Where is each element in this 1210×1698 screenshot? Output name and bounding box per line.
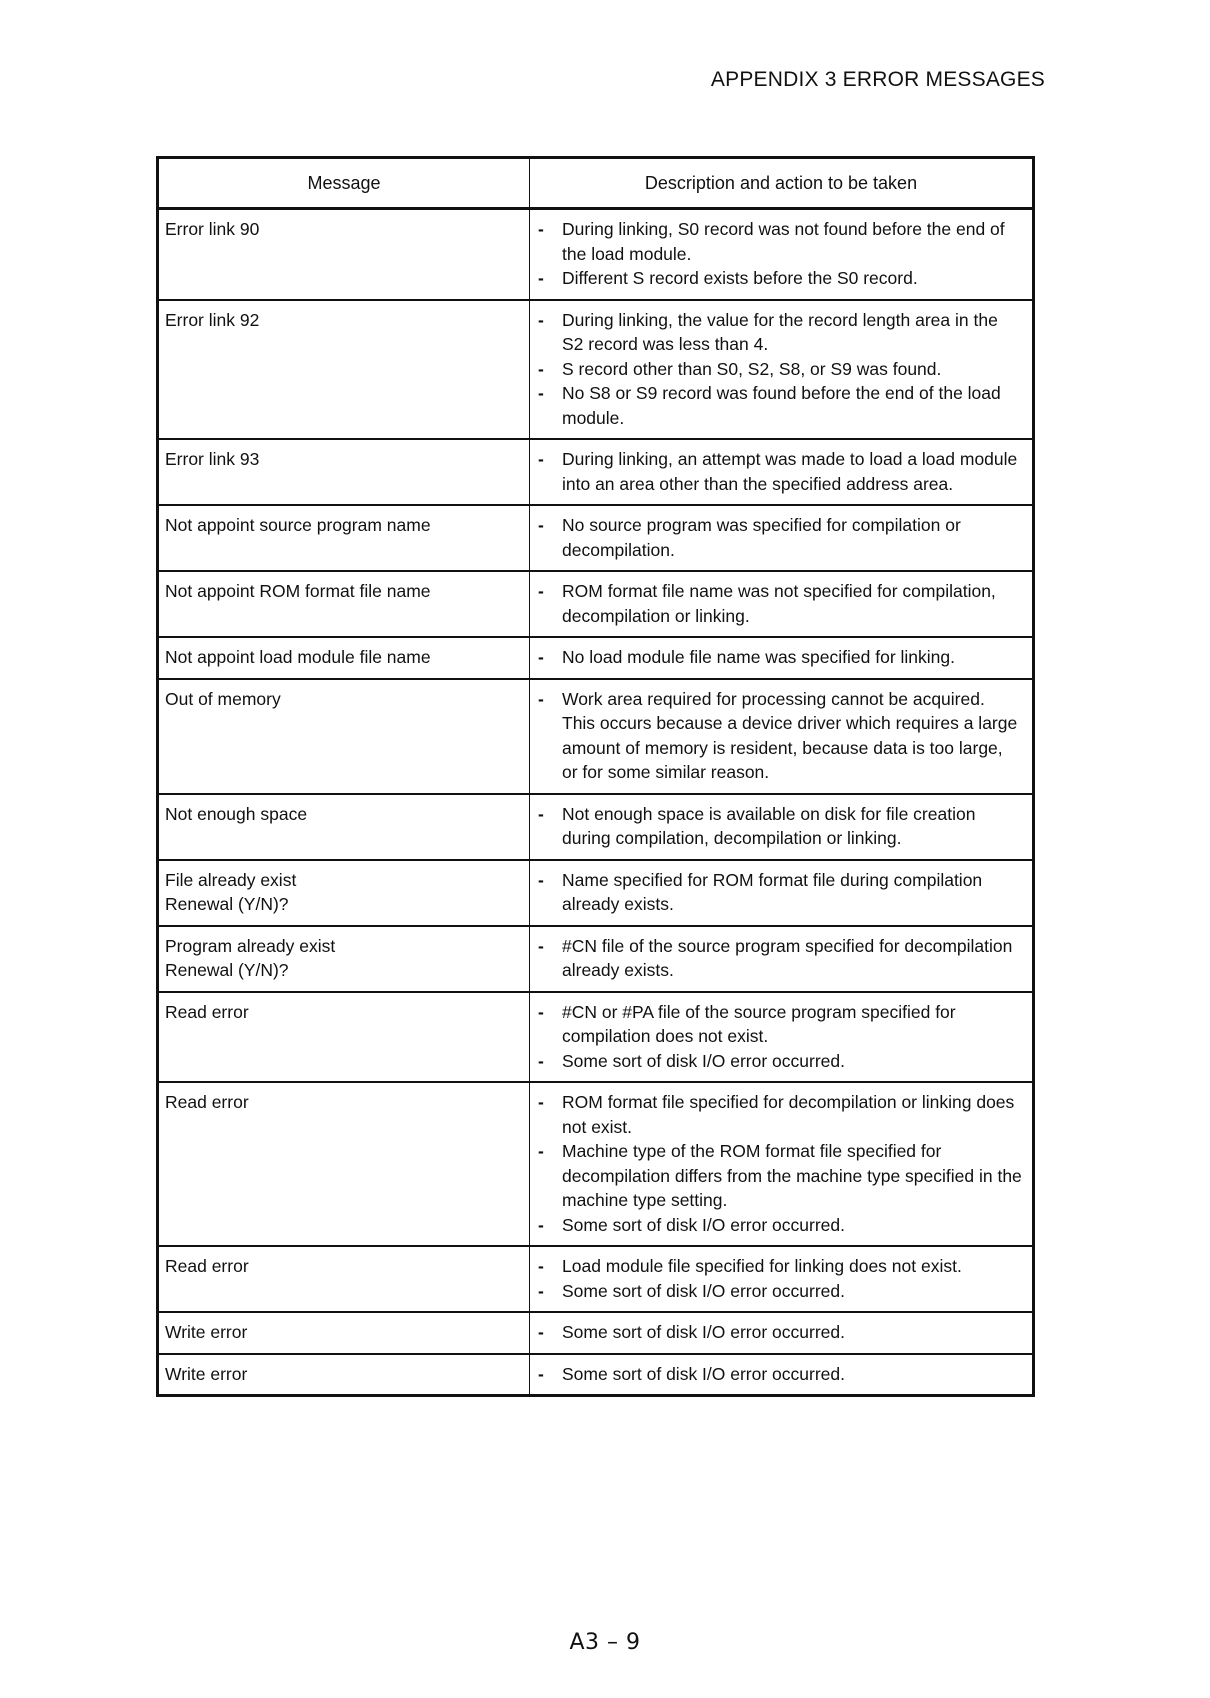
description-bullet — [538, 1254, 1022, 1279]
message-cell — [158, 1354, 530, 1396]
error-message-text: Write error — [165, 1363, 248, 1384]
description-text: Some sort of disk I/O error occurred. — [562, 1322, 846, 1342]
table-row — [158, 679, 1034, 794]
table-row — [158, 1312, 1034, 1354]
description-bullet — [538, 447, 1022, 496]
description-text: No load module file name was specified for linking. — [562, 647, 955, 667]
description-text: Work area required for processing cannot be acquired. This occurs because a device driver which requires a large amount of memory is resident, because data is too large, or for some similar reason. — [562, 688, 1018, 782]
bullet-dash-icon: - — [538, 219, 544, 239]
table-row — [158, 439, 1034, 505]
table-row — [158, 209, 1034, 300]
table-row — [158, 300, 1034, 440]
page-number: A3 – 9 — [569, 1630, 641, 1655]
error-message-text: Renewal (Y/N)? — [165, 960, 289, 980]
description-bullet — [538, 217, 1022, 266]
message-cell — [158, 1082, 530, 1246]
description-cell — [530, 1354, 1034, 1396]
message-cell — [158, 637, 530, 679]
description-text: During linking, the value for the record length area in the S2 record was less than 4. — [562, 309, 998, 354]
table-row — [158, 505, 1034, 571]
error-message-text: Program already exist — [165, 935, 336, 956]
bullet-dash-icon: - — [538, 309, 544, 330]
bullet-dash-icon: - — [538, 647, 544, 667]
table-row — [158, 794, 1034, 860]
description-bullet — [538, 308, 1022, 357]
message-cell — [158, 926, 530, 992]
description-cell — [530, 209, 1034, 300]
bullet-dash-icon: - — [538, 1363, 544, 1384]
description-text: Not enough space is available on disk for file creation during compilation, decompilation or linking. — [562, 803, 976, 848]
description-cell — [530, 992, 1034, 1083]
description-cell — [530, 794, 1034, 860]
description-bullet — [538, 802, 1022, 851]
description-text: Machine type of the ROM format file specified for decompilation differs from the machine type specified in the machine type setting. — [562, 1141, 1022, 1210]
description-bullet — [538, 381, 1022, 430]
description-text: Some sort of disk I/O error occurred. — [562, 1214, 846, 1235]
description-text: Some sort of disk I/O error occurred. — [562, 1050, 846, 1071]
description-bullet — [538, 357, 1022, 382]
table-row — [158, 992, 1034, 1083]
description-cell — [530, 505, 1034, 571]
bullet-dash-icon: - — [538, 1256, 544, 1276]
description-bullet — [538, 1320, 1022, 1345]
message-cell — [158, 439, 530, 505]
error-message-text: Error link 92 — [165, 309, 260, 330]
table-row — [158, 637, 1034, 679]
description-bullet — [538, 687, 1022, 785]
message-cell — [158, 209, 530, 300]
table-row — [158, 860, 1034, 926]
bullet-dash-icon: - — [538, 688, 544, 709]
description-bullet — [538, 266, 1022, 291]
description-bullet — [538, 513, 1022, 562]
description-text: Different S record exists before the S0 record. — [562, 268, 918, 288]
error-message-text: Read error — [165, 1092, 249, 1112]
message-cell — [158, 1246, 530, 1312]
error-message-text: Error link 93 — [165, 449, 260, 469]
description-bullet — [538, 1049, 1022, 1074]
table-header-row — [158, 158, 1034, 209]
description-text: Some sort of disk I/O error occurred. — [562, 1280, 846, 1301]
table-row — [158, 926, 1034, 992]
description-cell — [530, 926, 1034, 992]
error-message-text: Not appoint ROM format file name — [165, 581, 431, 601]
description-text: Load module file specified for linking does not exist. — [562, 1256, 962, 1276]
description-cell — [530, 637, 1034, 679]
description-cell — [530, 300, 1034, 440]
bullet-dash-icon: - — [538, 1001, 544, 1022]
description-cell — [530, 860, 1034, 926]
error-messages-table — [156, 156, 1035, 1397]
message-cell — [158, 1312, 530, 1354]
message-cell — [158, 860, 530, 926]
description-cell — [530, 439, 1034, 505]
bullet-dash-icon: - — [538, 935, 544, 956]
error-message-text: Write error — [165, 1322, 248, 1342]
bullet-dash-icon: - — [538, 1322, 544, 1342]
error-message-text: Read error — [165, 1001, 249, 1022]
error-message-text: Not appoint load module file name — [165, 647, 431, 667]
bullet-dash-icon: - — [538, 1141, 544, 1161]
description-cell — [530, 679, 1034, 794]
error-message-text: Out of memory — [165, 688, 281, 709]
description-bullet — [538, 1213, 1022, 1238]
description-text: S record other than S0, S2, S8, or S9 was found. — [562, 358, 942, 379]
description-cell — [530, 1312, 1034, 1354]
description-text: #CN or #PA file of the source program specified for compilation does not exist. — [562, 1001, 956, 1046]
description-bullet — [538, 1139, 1022, 1213]
running-head: APPENDIX 3 ERROR MESSAGES — [710, 68, 1045, 91]
description-text: ROM format file specified for decompilation or linking does not exist. — [562, 1092, 1015, 1137]
message-cell — [158, 679, 530, 794]
description-text: No S8 or S9 record was found before the end of the load module. — [562, 383, 1001, 428]
bullet-dash-icon: - — [538, 268, 544, 288]
message-cell — [158, 571, 530, 637]
bullet-dash-icon: - — [538, 1050, 544, 1071]
description-text: During linking, an attempt was made to load a load module into an area other than the specified address area. — [562, 449, 1018, 494]
description-bullet — [538, 645, 1022, 670]
bullet-dash-icon: - — [538, 515, 544, 535]
bullet-dash-icon: - — [538, 1092, 544, 1112]
description-text: #CN file of the source program specified for decompilation already exists. — [562, 935, 1013, 980]
description-bullet — [538, 1279, 1022, 1304]
error-message-text: Not enough space — [165, 803, 308, 824]
description-bullet — [538, 1362, 1022, 1387]
description-text: No source program was specified for compilation or decompilation. — [562, 515, 961, 560]
message-cell — [158, 505, 530, 571]
bullet-dash-icon: - — [538, 581, 544, 601]
description-cell — [530, 571, 1034, 637]
description-text: ROM format file name was not specified for compilation, decompilation or linking. — [562, 581, 996, 626]
table-row — [158, 571, 1034, 637]
error-message-text: Renewal (Y/N)? — [165, 894, 289, 914]
error-message-text: Error link 90 — [165, 219, 260, 239]
error-message-text: File already exist — [165, 869, 297, 890]
bullet-dash-icon: - — [538, 869, 544, 890]
description-cell — [530, 1246, 1034, 1312]
column-header-description: Description and action to be taken — [530, 158, 1034, 209]
bullet-dash-icon: - — [538, 449, 544, 469]
bullet-dash-icon: - — [538, 383, 544, 403]
bullet-dash-icon: - — [538, 803, 544, 824]
table-row — [158, 1354, 1034, 1396]
table-row — [158, 1246, 1034, 1312]
message-cell — [158, 300, 530, 440]
bullet-dash-icon: - — [538, 1280, 544, 1301]
description-cell — [530, 1082, 1034, 1246]
message-cell — [158, 992, 530, 1083]
error-message-text: Not appoint source program name — [165, 515, 431, 535]
description-bullet — [538, 579, 1022, 628]
description-text: Name specified for ROM format file during compilation already exists. — [562, 869, 983, 914]
table-row — [158, 1082, 1034, 1246]
bullet-dash-icon: - — [538, 1214, 544, 1235]
description-text: Some sort of disk I/O error occurred. — [562, 1363, 846, 1384]
error-message-text: Read error — [165, 1256, 249, 1276]
description-bullet — [538, 934, 1022, 983]
description-bullet — [538, 1090, 1022, 1139]
description-bullet — [538, 1000, 1022, 1049]
description-bullet — [538, 868, 1022, 917]
bullet-dash-icon: - — [538, 358, 544, 379]
message-cell — [158, 794, 530, 860]
description-text: During linking, S0 record was not found before the end of the load module. — [562, 219, 1005, 264]
table-body — [158, 209, 1034, 1396]
column-header-message: Message — [158, 158, 530, 209]
